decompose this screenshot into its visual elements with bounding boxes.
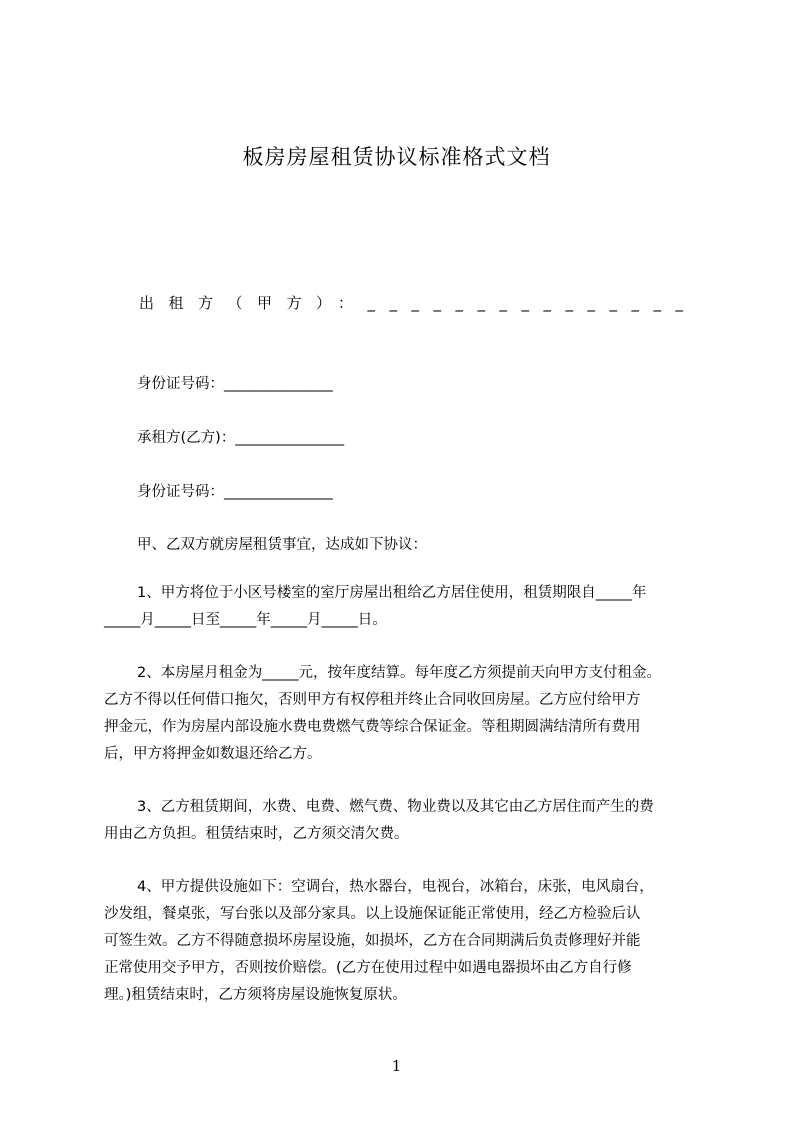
clause-4 [104,874,704,1009]
clause-line: 3、乙方租赁期间，水费、电费、燃气费、物业费以及其它由乙方居住而产生的费 [137,799,654,815]
clause-3 [104,794,704,848]
clause-line: 可签生效。乙方不得随意损坏房屋设施，如损坏，乙方在合同期满后负责修理好并能 [104,933,641,949]
clause-line: 乙方不得以任何借口拖欠，否则甲方有权停租并终止合同收回房屋。乙方应付给甲方 [104,692,641,708]
clause-line: 后，甲方将押金如数退还给乙方。 [104,746,322,762]
clause-line: 4、甲方提供设施如下：空调台，热水器台，电视台，冰箱台，床张，电风扇台， [137,879,654,895]
lessor-id-field: 身份证号码：_______________ [137,376,333,392]
lessee-field: 承租方(乙方)：_______________ [137,430,345,446]
lessor-field: 出租方（甲方）：_______________ [139,294,698,312]
clause-line: 押金元，作为房屋内部设施水费电费燃气费等综合保证金。等租期圆满结清所有费用 [104,719,641,735]
document-title: 板房房屋租赁协议标准格式文档 [242,145,551,169]
clause-line: 1、甲方将位于小区号楼室的室厅房屋出租给乙方居住使用，租赁期限自_____年 [137,585,647,601]
clause-2 [104,660,704,768]
intro-paragraph: 甲、乙双方就房屋租赁事宜，达成如下协议： [137,537,427,553]
clause-line: 沙发组，餐桌张，写台张以及部分家具。以上设施保证能正常使用，经乙方检验后认 [104,906,641,922]
clause-line: 用由乙方负担。租赁结束时，乙方须交清欠费。 [104,826,409,842]
clause-1 [104,580,704,634]
lessee-id-field: 身份证号码：_______________ [137,484,333,500]
clause-line: 2、本房屋月租金为_____元，按年度结算。每年度乙方须提前天向甲方支付租金。 [137,665,661,681]
clause-line: 正常使用交予甲方，否则按价赔偿。(乙方在使用过程中如遇电器损坏由乙方自行修 [104,960,632,976]
clause-line: 理。)租赁结束时，乙方须将房屋设施恢复原状。 [104,987,407,1003]
clause-line: _____月_____日至_____年_____月_____日。 [104,612,387,628]
page-number: 1 [391,1057,402,1075]
